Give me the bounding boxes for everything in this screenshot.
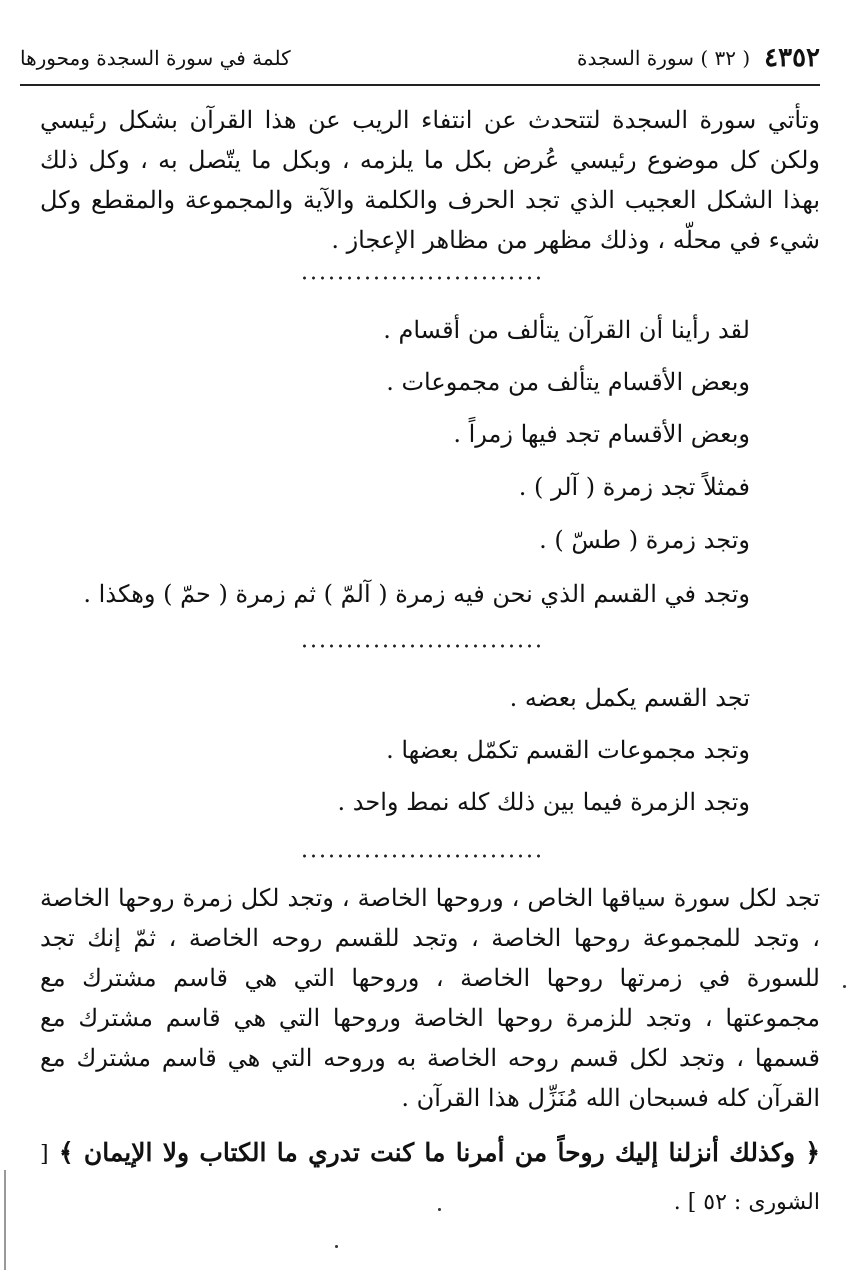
section1-line: وتجد زمرة ( طسّ ) .	[539, 526, 750, 554]
print-speck	[438, 1208, 441, 1211]
page-header	[20, 38, 820, 86]
section1-line: وبعض الأقسام يتألف من مجموعات .	[386, 368, 750, 396]
closing-paragraph: تجد لكل سورة سياقها الخاص ، وروحها الخاصة ، وتجد لكل زمرة روحها الخاصة ، وتجد للمجموعة روحها الخاصة ، وتجد للقسم روحه الخاصة ، ثمّ إنك تجد للسورة في زمرتها روحها الخاصة ، وروحها التي هي قاسم مشترك مع مجموعتها ، وتجد للزمرة روحها الخاصة وروحها التي هي قاسم مشترك مع قسمها ، وتجد لكل قسم روحه الخاصة به وروحه التي هي قاسم مشترك مع القرآن كله فسبحان الله مُنَزِّل هذا القرآن .	[40, 884, 820, 1112]
page-number: ٤٣٥٢	[764, 43, 820, 73]
quran-verse	[40, 1130, 820, 1226]
section1-line: وبعض الأقسام تجد فيها زمراً .	[453, 420, 750, 448]
verse-reference: [ الشورى : ٥٢ ] .	[40, 1142, 820, 1215]
dotted-separator	[300, 643, 540, 649]
section1-line: لقد رأينا أن القرآن يتألف من أقسام .	[383, 316, 750, 344]
print-speck	[843, 985, 846, 988]
surah-reference: ( ٣٢ ) سورة السجدة	[577, 46, 751, 70]
section2-line: تجد القسم يكمل بعضه .	[509, 684, 750, 712]
intro-paragraph: وتأتي سورة السجدة لتتحدث عن انتفاء الريب عن هذا القرآن بشكل رئيسي ولكن كل موضوع رئيسي عُرض بكل ما يلزمه ، وبكل ما يتّصل به ، وكل ذلك بهذا الشكل العجيب الذي تجد الحرف والكلمة والآية والمجموعة والمقطع وكل شيء في محلّه ، وذلك مظهر من مظاهر الإعجاز .	[40, 106, 820, 254]
section2-line: وتجد مجموعات القسم تكمّل بعضها .	[386, 736, 750, 764]
dotted-separator	[300, 853, 540, 859]
section2-line: وتجد الزمرة فيما بين ذلك كله نمط واحد .	[337, 788, 750, 816]
verse-text: ﴿ وكذلك أنزلنا إليك روحاً من أمرنا ما كنت تدري ما الكتاب ولا الإيمان ﴾	[58, 1138, 820, 1167]
binding-edge	[4, 1170, 6, 1270]
section1-line: فمثلاً تجد زمرة ( آلر ) .	[518, 473, 750, 501]
header-right	[577, 43, 820, 73]
print-speck	[335, 1245, 338, 1248]
chapter-title: كلمة في سورة السجدة ومحورها	[20, 46, 291, 70]
dotted-separator	[300, 275, 540, 281]
section1-line: وتجد في القسم الذي نحن فيه زمرة ( آلمّ ) ثم زمرة ( حمّ ) وهكذا .	[83, 580, 750, 608]
